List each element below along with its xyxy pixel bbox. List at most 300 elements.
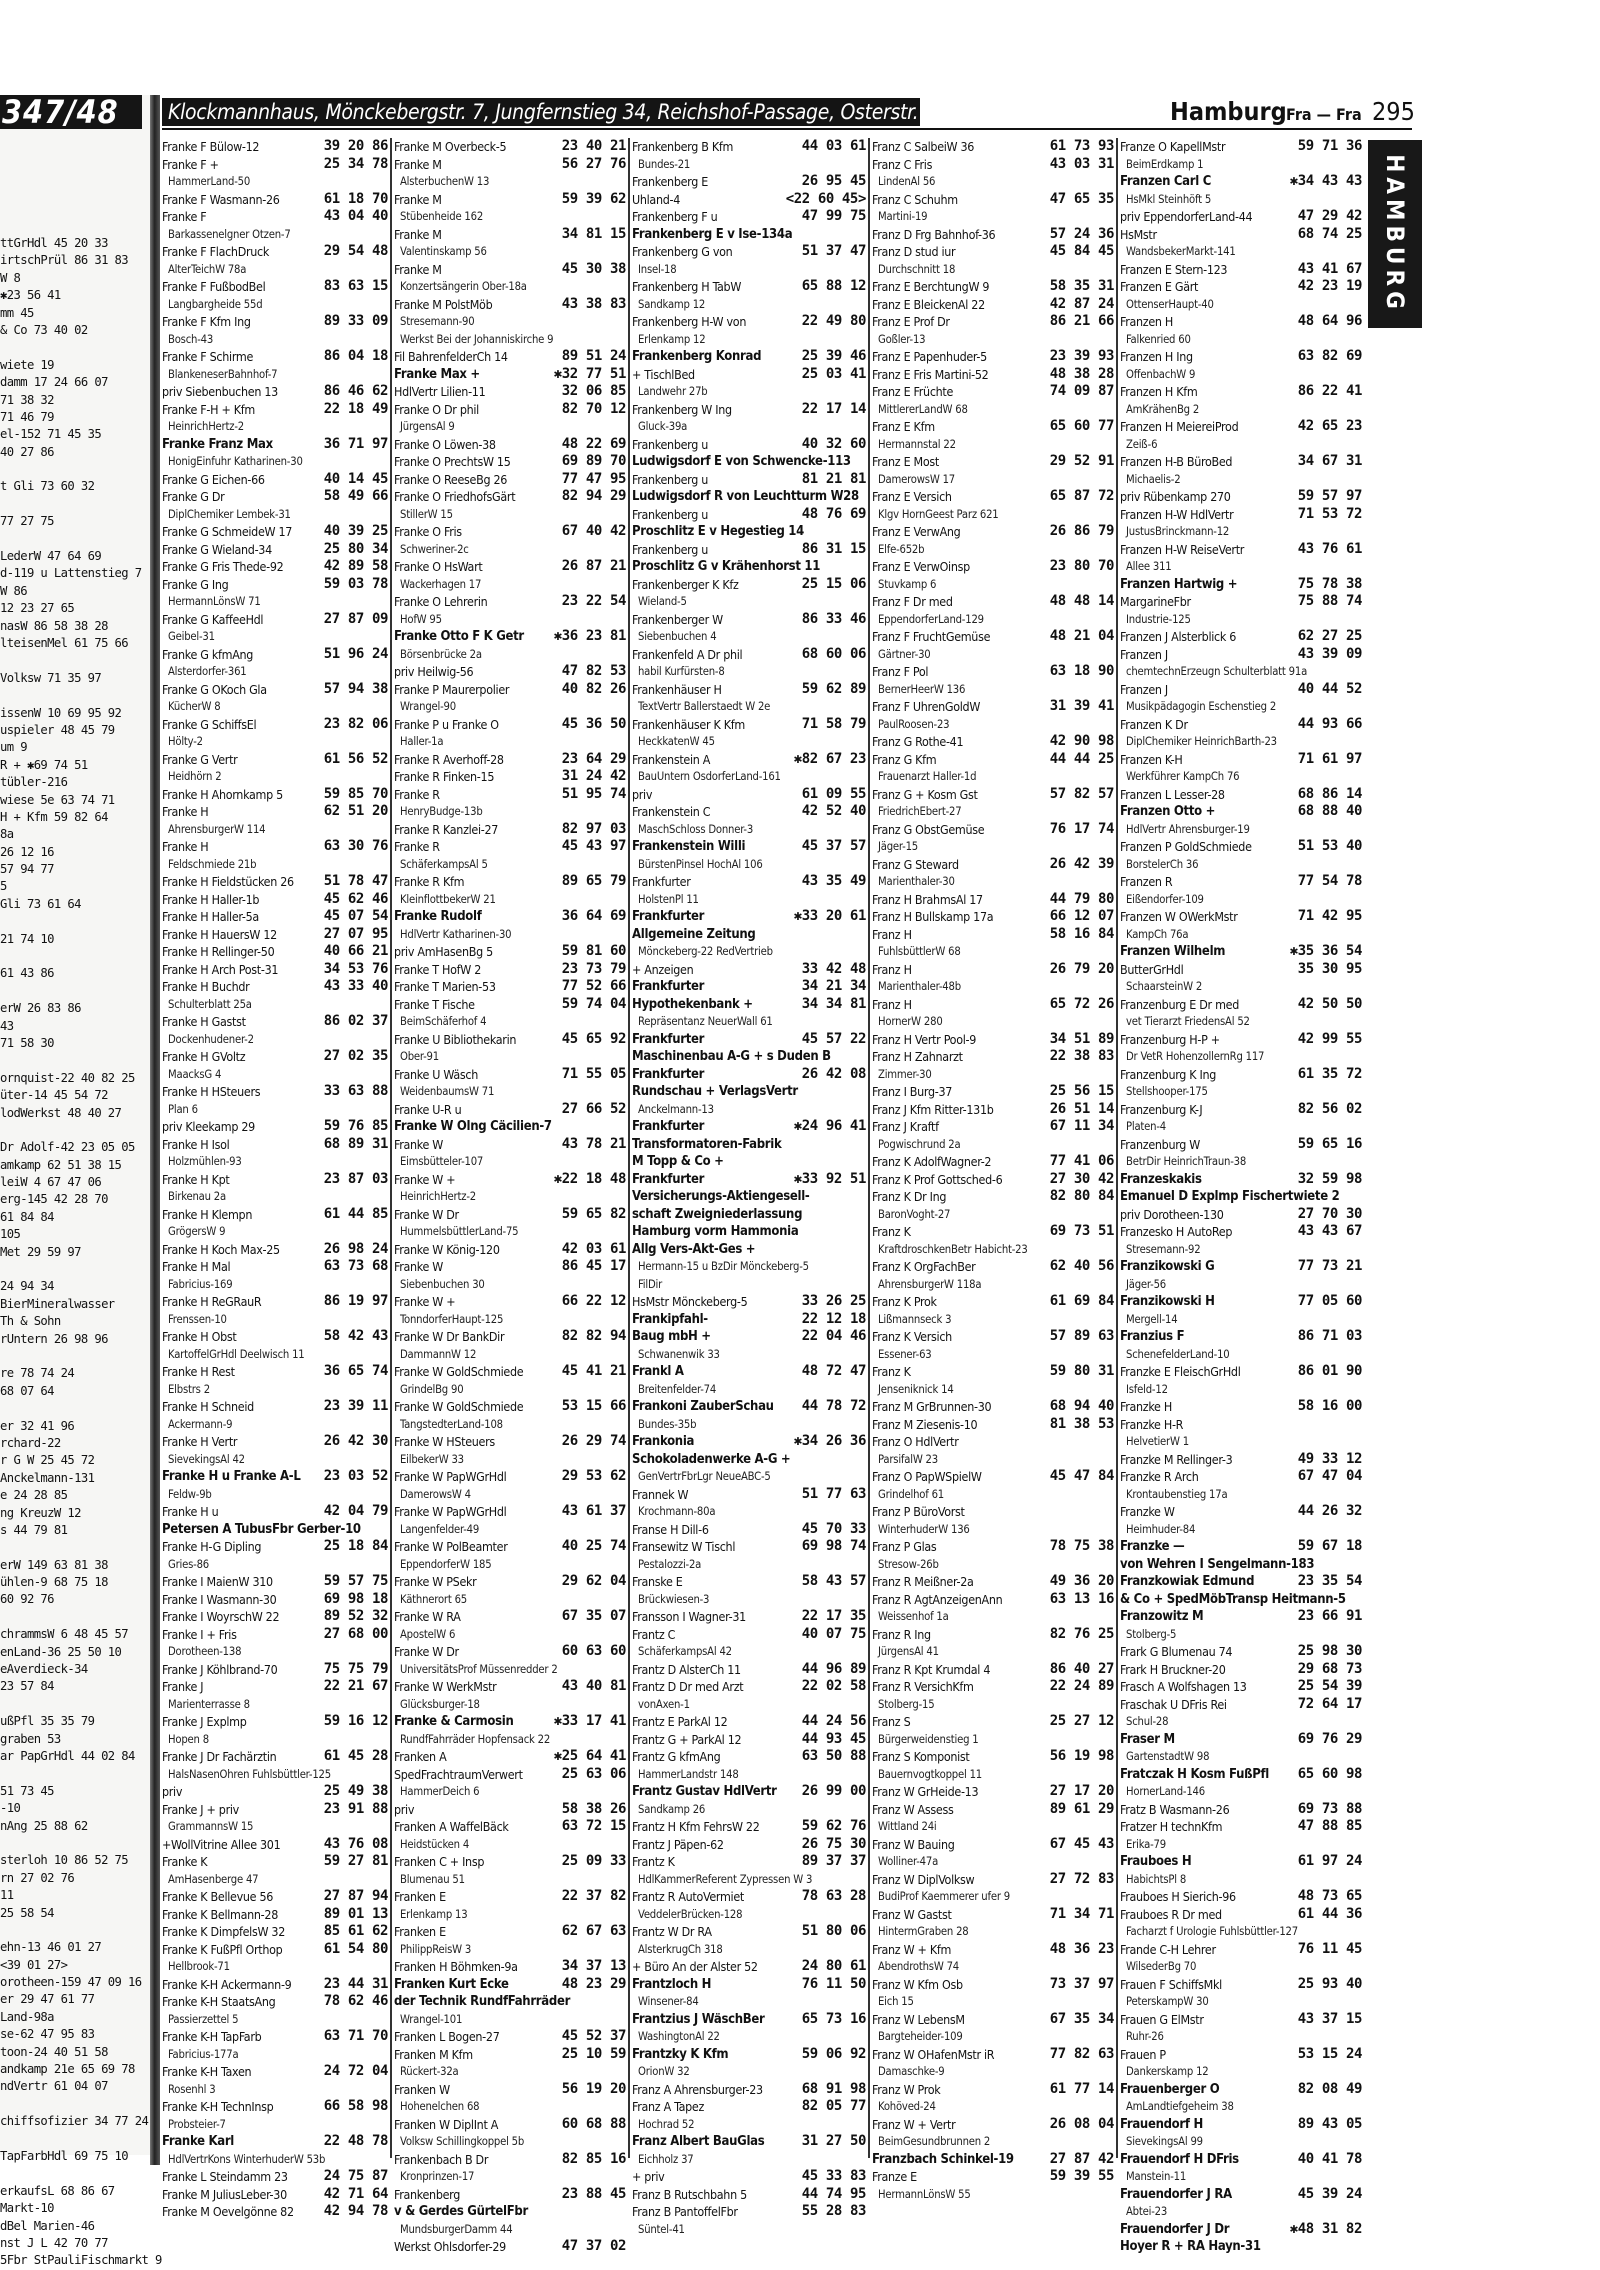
entry-phone-number: 75 75 79	[323, 1660, 388, 1677]
entry-text: Franz W GrHeide-13	[872, 1784, 979, 1799]
entry-phone-number: 45 65 92	[561, 1030, 626, 1047]
directory-entry	[630, 1906, 868, 1924]
directory-entry	[630, 2221, 868, 2239]
entry-text: Franke M	[394, 191, 442, 207]
directory-entry	[1118, 751, 1364, 769]
left-page-line: ndVertr 61 04 07	[0, 2079, 108, 2094]
entry-text: priv Kleekamp 29	[162, 1119, 255, 1134]
entry-text: Frauendorf H DFris	[1120, 2151, 1239, 2167]
directory-entry	[630, 1941, 868, 1959]
directory-entry	[630, 278, 868, 296]
directory-entry	[160, 1801, 390, 1819]
directory-entry	[160, 506, 390, 524]
entry-text: HsMstr Mönckeberg-5	[632, 1294, 748, 1309]
directory-entry	[160, 156, 390, 174]
directory-entry	[1118, 663, 1364, 681]
directory-entry	[392, 436, 628, 454]
directory-entry	[870, 1731, 1116, 1749]
entry-text: Manstein-11	[1126, 2170, 1187, 2183]
directory-entry	[392, 1713, 628, 1731]
directory-entry	[870, 1468, 1116, 1486]
directory-entry	[392, 523, 628, 541]
entry-text: DiplChemiker HeinrichBarth-23	[1126, 735, 1277, 748]
directory-entry	[392, 1293, 628, 1311]
directory-entry	[160, 173, 390, 191]
entry-phone-number: 58 35 31	[1049, 278, 1114, 294]
entry-text: Lißmannseck 3	[878, 1312, 952, 1326]
entry-phone-number: 25 63 06	[561, 1765, 626, 1782]
directory-entry	[392, 488, 628, 506]
entry-text: Franzikowski H	[1120, 1294, 1215, 1309]
entry-text: Franke H Vertr	[162, 1434, 238, 1449]
directory-entry	[1118, 943, 1364, 961]
entry-text: TangstedterLand-108	[400, 1417, 503, 1431]
entry-text: Volksw Schillingkoppel 5b	[400, 2135, 525, 2148]
entry-text: GrögersW 9	[168, 1225, 226, 1238]
entry-phone-number: 22 04 46	[801, 1328, 866, 1344]
directory-entry	[160, 226, 390, 244]
entry-text: Franzius F	[1120, 1329, 1185, 1344]
entry-phone-number: 42 04 79	[323, 1503, 388, 1519]
left-page-line	[0, 687, 150, 704]
entry-phone-number: 58 16 00	[1297, 1398, 1362, 1414]
directory-entry	[1118, 1206, 1364, 1224]
directory-entry	[1118, 1608, 1364, 1626]
entry-phone-number: 67 35 07	[561, 1608, 626, 1624]
entry-text: Heidstücken 4	[400, 1837, 470, 1851]
directory-entry	[630, 1013, 868, 1031]
entry-phone-number: 34 37 13	[561, 1958, 626, 1974]
directory-entry	[392, 1608, 628, 1626]
entry-text: Frantz D AlsterCh 11	[632, 1661, 741, 1677]
entry-text: Franke K FußPfl Orthop	[162, 1941, 283, 1957]
entry-text: Franz B Rutschbahn 5	[632, 2186, 747, 2202]
entry-phone-number: 43 43 67	[1297, 1223, 1362, 1239]
directory-entry	[1118, 436, 1364, 454]
entry-text: Feldw-9b	[168, 1487, 212, 1501]
left-page-line	[0, 2096, 150, 2113]
entry-phone-number: 47 88 85	[1297, 1818, 1362, 1834]
directory-entry	[1118, 768, 1364, 786]
left-page-line: R + ✱69 74 51	[0, 757, 88, 772]
entry-phone-number: 34 21 34	[801, 978, 866, 994]
entry-text: MaschSchloss Donner-3	[638, 822, 754, 836]
directory-entry	[160, 1083, 390, 1101]
entry-phone-number: 23 03 52	[323, 1468, 388, 1484]
entry-phone-number: 23 87 03	[323, 1170, 388, 1187]
entry-text: Franke R Finken-15	[394, 769, 495, 784]
left-page-line: 77 27 75	[0, 514, 54, 529]
entry-text: Franz I Burg-37	[872, 1084, 953, 1099]
entry-phone-number: 43 76 61	[1297, 540, 1362, 557]
entry-phone-number: 65 73 16	[801, 2010, 866, 2027]
directory-entry	[870, 1591, 1116, 1609]
entry-text: Hellbrook-71	[168, 1960, 230, 1973]
directory-entry	[160, 768, 390, 786]
entry-phone-number: 39 20 86	[323, 138, 388, 154]
entry-phone-number: 45 47 84	[1049, 1468, 1114, 1484]
directory-entry	[630, 1626, 868, 1644]
directory-entry	[1118, 471, 1364, 489]
entry-phone-number: 86 22 41	[1297, 383, 1362, 399]
entry-text: Geibel-31	[168, 630, 215, 643]
entry-text: Franz K Prok	[872, 1294, 937, 1309]
left-page-edge	[0, 95, 162, 2268]
entry-text: Dorotheen-138	[168, 1645, 242, 1658]
entry-text: Franke & Carmosin	[394, 1714, 514, 1729]
entry-text: Franzke M Rellinger-3	[1120, 1451, 1233, 1467]
directory-entry	[1118, 1661, 1364, 1679]
entry-phone-number: 27 66 52	[561, 1100, 626, 1117]
entry-text: Franke H HauersW 12	[162, 926, 277, 942]
entry-text: Franke W Dr BankDir	[394, 1329, 505, 1344]
directory-entry	[870, 1643, 1116, 1661]
entry-phone-number: 48 64 96	[1297, 313, 1362, 329]
entry-text: Franke W PolBeamter	[394, 1539, 508, 1554]
left-page-line: W 86	[0, 583, 27, 598]
entry-text: KraftdroschkenBetr Habicht-23	[878, 1242, 1028, 1256]
directory-entry	[160, 2063, 390, 2081]
directory-entry	[870, 628, 1116, 646]
entry-phone-number: 66 58 98	[323, 2098, 388, 2114]
left-page-line: W 8	[0, 270, 21, 285]
directory-entry	[870, 751, 1116, 769]
directory-column-4	[870, 138, 1118, 2201]
directory-entry	[870, 1031, 1116, 1049]
entry-text: Schwanenwik 33	[638, 1347, 720, 1361]
directory-entry	[1118, 296, 1364, 314]
directory-entry	[1118, 1678, 1364, 1696]
entry-phone-number: 42 87 24	[1049, 295, 1114, 312]
entry-text: MargarineFbr	[1120, 594, 1191, 609]
directory-entry	[1118, 1188, 1364, 1206]
directory-entry	[1118, 821, 1364, 839]
entry-phone-number: 42 50 50	[1297, 995, 1362, 1012]
directory-entry	[1118, 2151, 1364, 2169]
directory-entry	[392, 156, 628, 174]
directory-entry	[870, 1223, 1116, 1241]
directory-entry	[870, 2046, 1116, 2064]
entry-text: RundfFahrräder Hopfensack 22	[400, 1732, 551, 1746]
directory-entry	[160, 1906, 390, 1924]
directory-entry	[392, 331, 628, 349]
directory-entry	[870, 1066, 1116, 1084]
entry-phone-number: 29 68 73	[1297, 1660, 1362, 1677]
entry-phone-number: 45 30 38	[561, 260, 626, 277]
directory-entry	[160, 1958, 390, 1976]
directory-entry	[630, 261, 868, 279]
entry-text: HsMkl Steinhöft 5	[1126, 192, 1212, 206]
entry-text: Franz H	[872, 996, 912, 1012]
directory-entry	[630, 1678, 868, 1696]
entry-phone-number: 61 97 24	[1297, 1853, 1362, 1869]
entry-text: Hopen 8	[168, 1732, 209, 1746]
entry-text: +WollVitrine Allee 301	[162, 1836, 281, 1852]
entry-phone-number: 58 49 66	[323, 488, 388, 504]
directory-entry	[870, 2063, 1116, 2081]
entry-phone-number: 56 27 76	[561, 155, 626, 172]
entry-text: Frankfurter	[632, 874, 691, 889]
entry-text: Frauboes R Dr med	[1120, 1906, 1222, 1922]
entry-text: Franz G ObstGemüse	[872, 821, 985, 837]
entry-text: GrindelBg 90	[400, 1382, 464, 1396]
entry-text: der Technik RundfFahrräder	[394, 1994, 571, 2009]
entry-phone-number: 42 89 58	[323, 558, 388, 574]
directory-entry	[630, 786, 868, 804]
directory-entry	[392, 996, 628, 1014]
entry-text: OffenbachW 9	[1126, 367, 1196, 381]
entry-text: Franke H Rellinger-50	[162, 944, 275, 959]
entry-text: schaft Zweigniederlassung	[632, 1206, 803, 1222]
entry-phone-number: 67 40 42	[561, 523, 626, 539]
entry-text: Michaelis-2	[1126, 472, 1181, 486]
entry-text: Weissenhof 1a	[878, 1610, 949, 1623]
entry-text: Probsteier-7	[168, 2117, 226, 2131]
directory-entry	[630, 1468, 868, 1486]
entry-text: Frantzius J WäschBer	[632, 2011, 765, 2027]
entry-phone-number: 51 96 24	[323, 645, 388, 662]
directory-entry	[870, 208, 1116, 226]
directory-entry	[160, 296, 390, 314]
left-page-line: ehn-13 46 01 27	[0, 1940, 102, 1955]
entry-text: HeckkatenW 45	[638, 735, 715, 748]
directory-entry	[870, 2011, 1116, 2029]
directory-entry	[630, 1451, 868, 1469]
left-page-line: toon-24 40 51 58	[0, 2044, 108, 2059]
entry-text: Franke G OKoch Gla	[162, 681, 267, 697]
entry-phone-number: 59 85 70	[323, 785, 388, 802]
directory-entry	[630, 2186, 868, 2204]
entry-phone-number: 44 93 66	[1297, 715, 1362, 732]
left-page-line: 11	[0, 1888, 14, 1903]
entry-phone-number: 57 89 63	[1049, 1328, 1114, 1344]
directory-entry	[630, 663, 868, 681]
directory-entry	[1118, 2081, 1364, 2099]
entry-text: Franzen W OWerkMstr	[1120, 909, 1238, 924]
directory-entry	[630, 436, 868, 454]
entry-text: Stresow-26b	[878, 1557, 939, 1571]
entry-text: Frantzloch H	[632, 1976, 712, 1992]
entry-phone-number: 32 59 98	[1297, 1170, 1362, 1187]
entry-text: Frankenhäuser H	[632, 681, 722, 697]
directory-entry	[630, 1556, 868, 1574]
entry-text: HornerLand-146	[1126, 1785, 1205, 1798]
entry-text: Franse H Dill-6	[632, 1521, 709, 1537]
directory-entry	[870, 698, 1116, 716]
directory-entry	[630, 1871, 868, 1889]
entry-text: Franke G Dr	[162, 489, 225, 504]
entry-phone-number: 89 37 37	[801, 1853, 866, 1869]
entry-phone-number: 60 68 88	[561, 2115, 626, 2132]
entry-phone-number: 43 03 31	[1049, 155, 1114, 172]
left-page-line: 43	[0, 1018, 14, 1033]
directory-entry	[392, 191, 628, 209]
directory-entry	[870, 1136, 1116, 1154]
entry-phone-number: 82 05 77	[801, 2098, 866, 2114]
entry-text: Frankenberg E	[632, 174, 708, 189]
entry-phone-number: 42 99 55	[1297, 1030, 1362, 1047]
entry-text: HummelsbüttlerLand-75	[400, 1225, 519, 1238]
directory-entry	[1118, 541, 1364, 559]
directory-entry	[1118, 1573, 1364, 1591]
directory-entry	[1118, 716, 1364, 734]
entry-phone-number: 45 43 97	[561, 838, 626, 854]
directory-entry	[1118, 611, 1364, 629]
entry-phone-number: 26 79 20	[1049, 960, 1114, 977]
entry-text: Franz W LebensM	[872, 2011, 965, 2027]
directory-entry	[160, 1381, 390, 1399]
entry-text: HelvetierW 1	[1126, 1435, 1189, 1448]
entry-text: Frantz Gustav HdlVertr	[632, 1784, 777, 1799]
entry-phone-number: 45 52 37	[561, 2028, 626, 2044]
entry-phone-number: 27 02 35	[323, 1048, 388, 1064]
entry-text: Franzke R Arch	[1120, 1469, 1199, 1484]
entry-text: Franke H-G Dipling	[162, 1539, 262, 1554]
entry-phone-number: 48 72 47	[801, 1363, 866, 1379]
left-page-line: 61 43 86	[0, 966, 54, 981]
directory-entry	[630, 821, 868, 839]
directory-entry	[1118, 1713, 1364, 1731]
directory-entry	[870, 558, 1116, 576]
directory-entry	[630, 453, 868, 471]
entry-phone-number: 65 60 77	[1049, 418, 1114, 434]
directory-entry	[392, 1976, 628, 1994]
entry-text: Durchschnitt 18	[878, 262, 956, 276]
directory-entry	[392, 1731, 628, 1749]
entry-phone-number: 25 18 84	[323, 1538, 388, 1554]
entry-phone-number: 77 82 63	[1049, 2045, 1114, 2062]
entry-text: HdlVertr Ahrensburger-19	[1126, 822, 1250, 836]
entry-phone-number: 53 15 66	[561, 1398, 626, 1414]
directory-entry	[870, 1363, 1116, 1381]
entry-text: AhrensburgerW 118a	[878, 1277, 982, 1291]
entry-text: Franke H Koch Max-25	[162, 1241, 280, 1257]
directory-entry	[1118, 2168, 1364, 2186]
entry-text: Rückert-32a	[400, 2065, 459, 2078]
directory-entry	[392, 1766, 628, 1784]
directory-entry	[870, 1626, 1116, 1644]
entry-text: Franz S	[872, 1714, 911, 1729]
directory-entry	[870, 2151, 1116, 2169]
entry-phone-number: 33 63 88	[323, 1083, 388, 1099]
entry-text: Frantz W Dr RA	[632, 1924, 712, 1939]
entry-text: Franzen Wilhelm	[1120, 944, 1226, 959]
directory-entry	[630, 1206, 868, 1224]
left-page-line: tübler-216	[0, 775, 68, 790]
entry-text: Franken M Kfm	[394, 2046, 473, 2062]
entry-text: Franke F Bülow-12	[162, 139, 260, 154]
left-page-line: Anckelmann-131	[0, 1470, 95, 1485]
entry-text: Franz H Zahnarzt	[872, 1049, 963, 1064]
entry-phone-number: 73 37 97	[1049, 1975, 1114, 1992]
entry-text: Valentinskamp 56	[400, 245, 487, 258]
entry-text: DamerowsW 4	[400, 1487, 471, 1501]
directory-entry	[870, 978, 1116, 996]
left-page-line	[0, 1400, 150, 1417]
directory-entry	[630, 576, 868, 594]
left-page-line: lodWerkst 48 40 27	[0, 1105, 122, 1120]
entry-phone-number: 45 57 22	[801, 1030, 866, 1047]
directory-entry	[870, 1346, 1116, 1364]
entry-text: Marienterrasse 8	[168, 1697, 250, 1711]
entry-text: Franz E Fris Martini-52	[872, 366, 989, 382]
entry-text: Franke K-H Ackermann-9	[162, 1976, 292, 1992]
entry-phone-number: 25 03 41	[801, 365, 866, 382]
directory-entry	[1118, 996, 1364, 1014]
directory-entry	[1118, 891, 1364, 909]
directory-entry	[160, 628, 390, 646]
entry-phone-number: 23 44 31	[323, 1975, 388, 1992]
directory-entry	[1118, 453, 1364, 471]
directory-entry	[160, 2098, 390, 2116]
entry-text: Franke W WerkMstr	[394, 1679, 497, 1694]
entry-phone-number: 23 91 88	[323, 1800, 388, 1817]
entry-phone-number: 71 61 97	[1297, 750, 1362, 767]
directory-entry	[870, 663, 1116, 681]
entry-phone-number: 44 74 95	[801, 2185, 866, 2202]
directory-entry	[160, 1328, 390, 1346]
directory-entry	[630, 1503, 868, 1521]
entry-phone-number: 31 24 42	[561, 768, 626, 784]
entry-text: Frankl A	[632, 1364, 684, 1379]
directory-entry	[870, 716, 1116, 734]
directory-entry	[870, 926, 1116, 944]
entry-text: Fil BahrenfelderCh 14	[394, 349, 508, 364]
entry-phone-number: 67 35 34	[1049, 2010, 1114, 2027]
entry-text: Franke W Olng Cäcilien-7	[394, 1119, 552, 1134]
directory-entry	[160, 1416, 390, 1434]
entry-phone-number: 86 02 37	[323, 1013, 388, 1029]
directory-entry	[870, 1258, 1116, 1276]
directory-entry	[1118, 1118, 1364, 1136]
entry-text: Franke O Dr phil	[394, 401, 479, 417]
entry-text: Hermann-15 u BzDir Mönckeberg-5	[638, 1260, 809, 1273]
entry-phone-number: 27 17 20	[1049, 1783, 1114, 1799]
entry-text: priv Rübenkamp 270	[1120, 489, 1231, 504]
entry-phone-number: 82 85 16	[561, 2150, 626, 2167]
directory-entry	[630, 1346, 868, 1364]
directory-entry	[630, 2168, 868, 2186]
directory-entry	[630, 1188, 868, 1206]
directory-entry	[160, 1783, 390, 1801]
entry-phone-number: 23 64 29	[561, 750, 626, 767]
entry-phone-number: 45 84 45	[1049, 243, 1114, 259]
entry-text: Frannek W	[632, 1486, 689, 1502]
directory-entry	[392, 1783, 628, 1801]
entry-text: Siebenbuchen 30	[400, 1277, 485, 1291]
entry-text: Franke W +	[394, 1294, 456, 1309]
entry-phone-number: 22 38 83	[1049, 1048, 1114, 1064]
entry-text: Werkst Bei der Johanniskirche 9	[400, 332, 554, 346]
entry-text: BudiProf Kaemmerer ufer 9	[878, 1890, 1010, 1903]
directory-entry	[630, 1258, 868, 1276]
directory-entry	[160, 1223, 390, 1241]
entry-phone-number: 48 76 69	[801, 505, 866, 522]
entry-phone-number: 51 78 47	[323, 873, 388, 889]
directory-entry	[160, 838, 390, 856]
entry-text: Franz E VerwAng	[872, 524, 961, 539]
entry-phone-number: 25 98 30	[1297, 1643, 1362, 1659]
entry-phone-number: 47 37 02	[561, 2238, 626, 2254]
directory-entry	[630, 2133, 868, 2151]
directory-entry	[870, 838, 1116, 856]
entry-text: Franzenburg H-P +	[1120, 1031, 1220, 1047]
directory-entry	[392, 2221, 628, 2239]
directory-columns	[160, 138, 1364, 2254]
directory-entry	[392, 453, 628, 471]
entry-text: TextVertr Ballerstaedt W 2e	[638, 700, 771, 713]
directory-entry	[630, 471, 868, 489]
